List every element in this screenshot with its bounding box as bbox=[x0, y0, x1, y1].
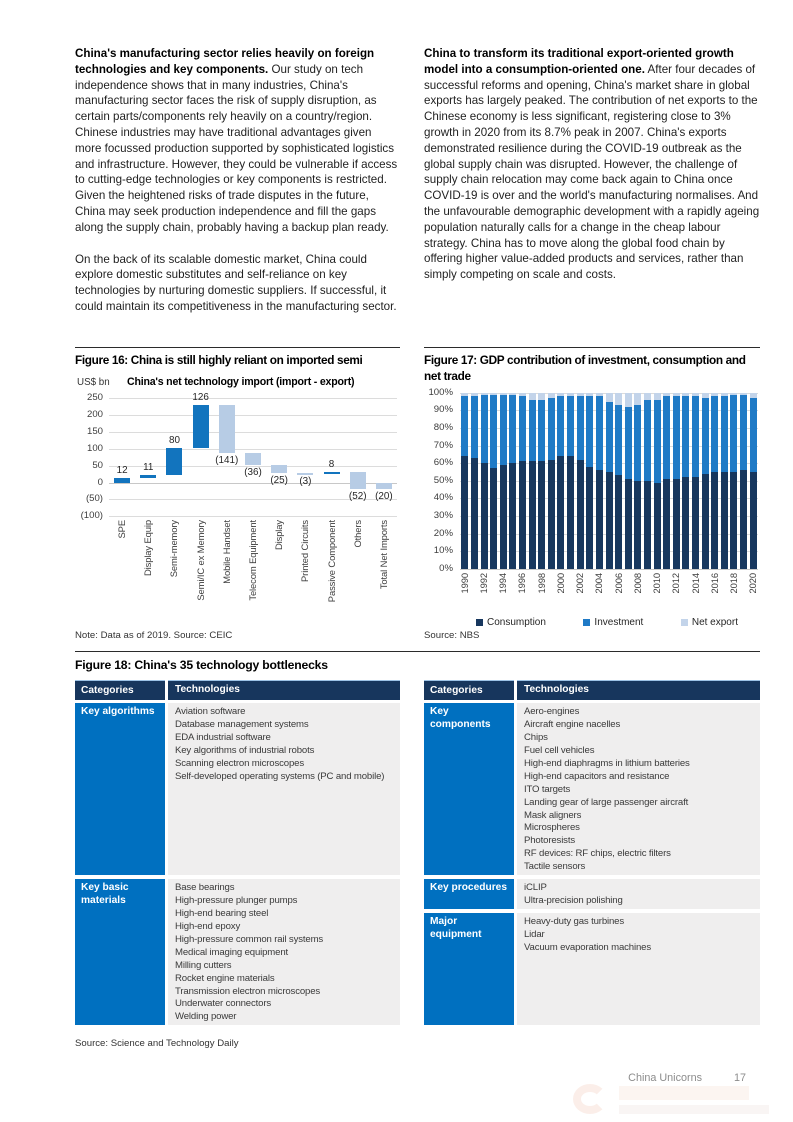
y-axis-unit-label: US$ bn bbox=[77, 377, 110, 389]
technology-item: RF devices: RF chips, electric filters bbox=[524, 848, 671, 860]
stacked-bar-segment bbox=[663, 396, 670, 479]
stacked-bar-segment bbox=[548, 393, 555, 398]
x-axis-tick-label: 2014 bbox=[689, 572, 701, 594]
chart-title: China's net technology import (import - export) bbox=[127, 376, 355, 389]
paragraph-lead: China to transform its traditional export-oriented growth model into a consumption-oriented one. bbox=[424, 47, 734, 76]
technology-item: Ultra-precision polishing bbox=[524, 895, 623, 907]
stacked-bar-segment bbox=[711, 396, 718, 472]
x-axis-tick-label: SPE bbox=[116, 520, 128, 539]
x-axis-label-slot bbox=[552, 573, 570, 611]
gridline bbox=[460, 569, 758, 570]
technologies-cell bbox=[168, 703, 400, 875]
technology-item: Chips bbox=[524, 732, 548, 744]
x-axis-tick-label: 1994 bbox=[497, 572, 509, 594]
figure-16-note: Note: Data as of 2019. Source: CEIC bbox=[75, 629, 233, 641]
gridline bbox=[109, 449, 397, 450]
x-axis-tick-label: Display Equip bbox=[142, 520, 154, 577]
x-axis-label-slot bbox=[648, 573, 666, 611]
stacked-bar-segment bbox=[692, 396, 699, 477]
stacked-bar-segment bbox=[682, 393, 689, 397]
gridline bbox=[109, 516, 397, 517]
x-axis-label-slot bbox=[318, 520, 344, 612]
bar-value-label: (36) bbox=[244, 467, 262, 478]
stacked-bar-segment bbox=[634, 481, 641, 569]
watermark-logo-icon bbox=[573, 1084, 607, 1114]
y-axis-tick-label: 250 bbox=[86, 392, 103, 404]
bar-value-label: 11 bbox=[143, 461, 154, 473]
stacked-bar-segment bbox=[596, 470, 603, 569]
stacked-bar-segment bbox=[740, 395, 747, 471]
technology-item: Scanning electron microscopes bbox=[175, 757, 304, 769]
technology-item: Base bearings bbox=[175, 882, 235, 894]
waterfall-bar bbox=[271, 465, 287, 473]
technology-item: Milling cutters bbox=[175, 959, 232, 971]
stacked-bar-segment bbox=[596, 393, 603, 397]
x-axis-tick-label: 2006 bbox=[612, 572, 624, 594]
technology-item: Heavy-duty gas turbines bbox=[524, 916, 625, 928]
x-axis-tick-label: Telecom Equipment bbox=[246, 520, 258, 601]
technology-item: Key algorithms of industrial robots bbox=[175, 744, 315, 756]
bar-value-label: (141) bbox=[215, 454, 239, 466]
x-axis-tick-label: 1990 bbox=[458, 572, 470, 594]
stacked-bar-segment bbox=[490, 393, 497, 395]
table-section-row bbox=[424, 879, 760, 909]
x-axis-tick-label: 2012 bbox=[670, 572, 682, 594]
stacked-bar-segment bbox=[606, 393, 613, 402]
stacked-bar-segment bbox=[750, 393, 757, 398]
intro-left-column bbox=[75, 46, 400, 315]
stacked-bar-segment bbox=[481, 395, 488, 464]
x-axis-tick-label: Total Net Imports bbox=[377, 520, 389, 590]
technology-item: Lidar bbox=[524, 929, 545, 941]
stacked-bar-segment bbox=[740, 393, 747, 395]
x-axis-tick-label: 2010 bbox=[651, 572, 663, 594]
legend-item bbox=[583, 617, 643, 628]
stacked-bar-segment bbox=[711, 393, 718, 397]
stacked-bar-segment bbox=[577, 396, 584, 459]
stacked-bar-segment bbox=[654, 483, 661, 569]
stacked-bar-segment bbox=[471, 396, 478, 458]
category-cell: Key algorithms bbox=[75, 703, 165, 875]
x-axis-tick-label: 1998 bbox=[535, 572, 547, 594]
paragraph bbox=[75, 46, 400, 236]
legend-swatch bbox=[476, 619, 483, 626]
technology-item: iCLIP bbox=[524, 882, 547, 894]
stacked-bar-segment bbox=[500, 393, 507, 395]
technology-item: Landing gear of large passenger aircraft bbox=[524, 796, 689, 808]
gridline bbox=[109, 432, 397, 433]
legend-item bbox=[476, 617, 546, 628]
x-axis-label-slot bbox=[725, 573, 743, 611]
stacked-bar-segment bbox=[750, 398, 757, 472]
stacked-bar-segment bbox=[519, 461, 526, 568]
column-header-categories: Categories bbox=[75, 680, 165, 700]
watermark-text-block bbox=[619, 1086, 749, 1100]
waterfall-bar bbox=[166, 448, 182, 475]
technology-item: High-end diaphragms in lithium batteries bbox=[524, 757, 690, 769]
technology-item: Fuel cell vehicles bbox=[524, 744, 595, 756]
figure-18-tables bbox=[75, 680, 760, 1029]
gridline bbox=[109, 415, 397, 416]
legend-label: Net export bbox=[691, 616, 738, 628]
divider bbox=[75, 651, 760, 652]
legend-item bbox=[681, 617, 738, 628]
x-axis-tick-label: 1992 bbox=[478, 572, 490, 594]
gridline bbox=[109, 398, 397, 399]
technology-item: Photoresists bbox=[524, 835, 575, 847]
stacked-bar-segment bbox=[461, 456, 468, 569]
technologies-cell bbox=[168, 879, 400, 1025]
stacked-bar-segment bbox=[682, 396, 689, 477]
y-axis-tick-label: 50% bbox=[433, 474, 453, 486]
technology-item: Aero-engines bbox=[524, 706, 580, 718]
x-axis-label-slot bbox=[371, 520, 397, 612]
stacked-bar-segment bbox=[663, 393, 670, 397]
technology-item: EDA industrial software bbox=[175, 732, 271, 744]
stacked-bar-segment bbox=[577, 460, 584, 569]
x-axis-tick-label: 2000 bbox=[554, 572, 566, 594]
y-axis-tick-label: 200 bbox=[86, 409, 103, 421]
technology-item: Medical imaging equipment bbox=[175, 946, 289, 958]
y-axis-tick-label: 10% bbox=[433, 545, 453, 557]
x-axis-label-slot bbox=[292, 520, 318, 612]
stacked-bar-segment bbox=[644, 400, 651, 481]
x-axis-tick-label: 2016 bbox=[708, 572, 720, 594]
stacked-bar-segment bbox=[538, 400, 545, 462]
waterfall-bar bbox=[140, 475, 156, 479]
stacked-bar-segment bbox=[567, 393, 574, 397]
stacked-bar-segment bbox=[721, 393, 728, 397]
technology-item: Database management systems bbox=[175, 719, 309, 731]
stacked-bar-segment bbox=[730, 393, 737, 395]
stacked-bar-segment bbox=[529, 400, 536, 462]
stacked-bar-segment bbox=[615, 405, 622, 475]
x-axis-tick-label: 2018 bbox=[727, 572, 739, 594]
paragraph: On the back of its scalable domestic market, China could explore domestic substitutes and self-reliance on key technologies by nurturing domestic suppliers. If successful, it could maintain its competitiveness in the manufacturing sector. bbox=[75, 252, 397, 313]
x-axis-label-slot bbox=[188, 520, 214, 612]
y-axis-tick-label: (50) bbox=[85, 493, 103, 505]
technology-item: Tactile sensors bbox=[524, 861, 586, 873]
waterfall-bar bbox=[193, 405, 209, 447]
y-axis-tick-label: 80% bbox=[433, 421, 453, 433]
paragraph-body: After four decades of successful reforms and opening, China's market share in global exports has largely peaked. The contribution of net exports to the Chinese economy is less significant, registering close to 3% growth in 2020 from its 8.7% peak in 2007. China's exports demonstrated resilience during the COVID-19 outbreak as the global supply chain was disrupted. However, the challenge of supply chain relocation may come back again to China once COVID-19 is over and the world's manufacturing normalises. And the unfavourable demographic development with a rapidly ageing population naturally calls for a change in the cheap labour strategy. China has to move along the global food chain by offering higher value-added products and services, rather than simply competing on scale and costs. bbox=[424, 62, 760, 282]
watermark bbox=[573, 1082, 783, 1120]
x-axis-label-slot bbox=[610, 573, 628, 611]
stacked-bar-segment bbox=[519, 393, 526, 397]
bar-value-label: (3) bbox=[299, 476, 312, 488]
legend-swatch bbox=[681, 619, 688, 626]
stacked-bar-segment bbox=[615, 393, 622, 405]
technologies-cell bbox=[517, 703, 760, 875]
x-axis-tick-label: 2020 bbox=[747, 572, 759, 594]
x-axis-tick-label: 1996 bbox=[516, 572, 528, 594]
paragraph bbox=[424, 46, 760, 283]
stacked-bar-segment bbox=[634, 393, 641, 405]
technology-item: Rocket engine materials bbox=[175, 972, 275, 984]
stacked-bar-segment bbox=[567, 456, 574, 569]
technology-item: Vacuum evaporation machines bbox=[524, 942, 651, 954]
stacked-bar-segment bbox=[596, 396, 603, 470]
stacked-bar-segment bbox=[673, 396, 680, 479]
x-axis-label-slot bbox=[109, 520, 135, 612]
stacked-bar-segment bbox=[567, 396, 574, 456]
x-axis-label-slot bbox=[591, 573, 609, 611]
figure-17-source: Source: NBS bbox=[424, 629, 480, 641]
bar-value-label: 126 bbox=[192, 392, 209, 404]
x-axis-label-slot bbox=[629, 573, 647, 611]
stacked-bar-segment bbox=[606, 472, 613, 569]
technology-item: High-end epoxy bbox=[175, 920, 241, 932]
table-section-row bbox=[424, 703, 760, 875]
stacked-bar-segment bbox=[606, 402, 613, 472]
stacked-bar-segment bbox=[702, 474, 709, 569]
x-axis-tick-label: 2002 bbox=[574, 572, 586, 594]
stacked-bar-chart bbox=[424, 386, 760, 613]
x-axis-tick-label: Mobile Handset bbox=[220, 520, 232, 584]
y-axis-tick-label: 40% bbox=[433, 492, 453, 504]
stacked-bar-segment bbox=[711, 472, 718, 569]
column-header-categories: Categories bbox=[424, 680, 514, 700]
bar-value-label: (52) bbox=[348, 491, 367, 503]
technology-item: Aircraft engine nacelles bbox=[524, 719, 621, 731]
divider bbox=[75, 347, 400, 348]
figure-16 bbox=[75, 347, 400, 643]
x-axis-tick-label: Display bbox=[273, 520, 285, 551]
x-axis-label-slot bbox=[135, 520, 161, 612]
technology-item: Self-developed operating systems (PC and mobile) bbox=[175, 770, 385, 782]
y-axis-tick-label: 70% bbox=[433, 439, 453, 451]
figure-17-caption: Figure 17: GDP contribution of investment, consumption and net trade bbox=[424, 352, 746, 384]
x-axis-label-slot bbox=[571, 573, 589, 611]
stacked-bar-segment bbox=[490, 395, 497, 469]
paragraph-body: Our study on tech independence shows that in many industries, China's manufacturing sector faces the risk of supply disruption, as certain parts/components rely heavily on a country/region. Chinese industries may have traditional advantages given more focussed production supported by sophisticated logistics and infrastructure. However, they could be vulnerable if access to cutting-edge technologies or key components is restricted. Given the heightened risks of trade disputes in the future, China may seek production independence and fill the gaps along the supply chain, probably having a backup plan ready. bbox=[75, 62, 398, 234]
stacked-bar-segment bbox=[538, 393, 545, 400]
waterfall-bar bbox=[350, 472, 366, 490]
stacked-bar-segment bbox=[548, 460, 555, 569]
y-axis-tick-label: 90% bbox=[433, 404, 453, 416]
y-axis-tick-label: 60% bbox=[433, 457, 453, 469]
technologies-cell bbox=[517, 879, 760, 909]
x-axis-label-slot bbox=[706, 573, 724, 611]
stacked-bar-segment bbox=[461, 393, 468, 397]
table-section-row bbox=[75, 703, 400, 875]
bar-value-label: (20) bbox=[375, 491, 393, 503]
stacked-bar-segment bbox=[654, 400, 661, 483]
x-axis-tick-label: 2004 bbox=[593, 572, 605, 594]
stacked-bar-segment bbox=[654, 393, 661, 400]
intro-section bbox=[75, 46, 760, 315]
bar-value-label: (25) bbox=[270, 475, 288, 487]
page-footer bbox=[628, 1072, 746, 1084]
stacked-bar-segment bbox=[557, 393, 564, 397]
page-number: 17 bbox=[733, 1072, 746, 1084]
stacked-bar-segment bbox=[721, 396, 728, 472]
stacked-bar-segment bbox=[692, 393, 699, 397]
x-axis-label-slot bbox=[161, 520, 187, 612]
x-axis-tick-label: Others bbox=[351, 520, 363, 548]
table-section-row bbox=[424, 913, 760, 1025]
chart-legend bbox=[424, 617, 760, 628]
technology-item: Mask aligners bbox=[524, 809, 582, 821]
technology-item: High-end capacitors and resistance bbox=[524, 770, 670, 782]
y-axis-tick-label: 30% bbox=[433, 509, 453, 521]
stacked-bar-segment bbox=[634, 405, 641, 481]
stacked-bar-segment bbox=[509, 393, 516, 395]
technology-item: Microspheres bbox=[524, 822, 580, 834]
technology-item: ITO targets bbox=[524, 783, 571, 795]
divider bbox=[424, 347, 760, 348]
figure-18-source: Source: Science and Technology Daily bbox=[75, 1038, 239, 1050]
technology-item: Transmission electron microscopes bbox=[175, 985, 321, 997]
stacked-bar-segment bbox=[702, 398, 709, 474]
stacked-bar-segment bbox=[471, 393, 478, 397]
stacked-bar-segment bbox=[500, 395, 507, 465]
stacked-bar-segment bbox=[500, 465, 507, 569]
stacked-bar-segment bbox=[509, 463, 516, 569]
technology-item: Aviation software bbox=[175, 706, 246, 718]
table-section-row bbox=[75, 879, 400, 1025]
waterfall-bar bbox=[245, 453, 261, 465]
intro-right-column bbox=[424, 46, 760, 315]
stacked-bar-segment bbox=[586, 393, 593, 397]
bar-value-label: 12 bbox=[116, 465, 128, 477]
stacked-bar-segment bbox=[721, 472, 728, 569]
x-axis-label-slot bbox=[240, 520, 266, 612]
bottlenecks-table-left bbox=[75, 680, 400, 1029]
figure-18-caption: Figure 18: China's 35 technology bottlenecks bbox=[75, 657, 328, 672]
stacked-bar-segment bbox=[586, 467, 593, 569]
x-axis-tick-label: Semi/IC ex Memory bbox=[194, 520, 206, 601]
waterfall-bar bbox=[297, 473, 313, 475]
column-header-technologies: Technologies bbox=[517, 680, 760, 700]
stacked-bar-segment bbox=[663, 479, 670, 569]
waterfall-bar bbox=[219, 405, 235, 453]
stacked-bar-segment bbox=[577, 393, 584, 397]
stacked-bar-segment bbox=[730, 395, 737, 472]
stacked-bar-segment bbox=[730, 472, 737, 569]
category-cell: Major equipment bbox=[424, 913, 514, 1025]
x-axis-tick-label: Printed Circuits bbox=[299, 520, 311, 583]
y-axis-tick-label: 50 bbox=[92, 459, 103, 471]
stacked-bar-segment bbox=[481, 393, 488, 395]
technology-item: High-pressure plunger pumps bbox=[175, 895, 298, 907]
column-header-technologies: Technologies bbox=[168, 680, 400, 700]
category-cell: Key procedures bbox=[424, 879, 514, 909]
x-axis-label-slot bbox=[744, 573, 762, 611]
x-axis-tick-label: Semi-memory bbox=[168, 520, 180, 578]
stacked-bar-segment bbox=[519, 396, 526, 461]
stacked-bar-segment bbox=[702, 393, 709, 398]
stacked-bar-segment bbox=[490, 468, 497, 568]
waterfall-bar bbox=[114, 478, 130, 482]
table-header-row bbox=[424, 680, 760, 700]
waterfall-bar bbox=[324, 472, 340, 475]
stacked-bar-segment bbox=[644, 481, 651, 569]
y-axis-tick-label: 150 bbox=[86, 425, 103, 437]
stacked-bar-segment bbox=[557, 396, 564, 456]
stacked-bar-segment bbox=[625, 407, 632, 479]
stacked-bar-segment bbox=[557, 456, 564, 569]
y-axis-tick-label: 20% bbox=[433, 527, 453, 539]
x-axis-tick-label: 2008 bbox=[631, 572, 643, 594]
stacked-bar-segment bbox=[644, 393, 651, 400]
bar-value-label: 80 bbox=[168, 434, 180, 446]
y-axis-tick-label: 100% bbox=[428, 386, 453, 398]
figure-16-caption: Figure 16: China is still highly reliant on imported semi bbox=[75, 352, 363, 367]
technologies-cell bbox=[517, 913, 760, 1025]
stacked-bar-segment bbox=[625, 479, 632, 569]
waterfall-bar bbox=[376, 483, 392, 490]
stacked-bar-segment bbox=[481, 463, 488, 569]
y-axis-tick-label: 100 bbox=[86, 442, 103, 454]
x-axis-label-slot bbox=[687, 573, 705, 611]
technology-item: High-end bearing steel bbox=[175, 908, 269, 920]
technology-item: Welding power bbox=[175, 1011, 237, 1023]
x-axis-label-slot bbox=[475, 573, 493, 611]
technology-item: High-pressure common rail systems bbox=[175, 933, 324, 945]
x-axis-label-slot bbox=[266, 520, 292, 612]
x-axis-tick-label: Passive Component bbox=[325, 520, 337, 603]
stacked-bar-segment bbox=[740, 470, 747, 569]
stacked-bar-segment bbox=[529, 393, 536, 400]
bottlenecks-table-right bbox=[424, 680, 760, 1029]
category-cell: Key components bbox=[424, 703, 514, 875]
x-axis-label-slot bbox=[533, 573, 551, 611]
legend-label: Consumption bbox=[487, 616, 546, 628]
technology-item: Underwater connectors bbox=[175, 998, 272, 1010]
legend-label: Investment bbox=[594, 616, 644, 628]
stacked-bar-segment bbox=[548, 398, 555, 460]
stacked-bar-segment bbox=[750, 472, 757, 569]
x-axis-label-slot bbox=[667, 573, 685, 611]
stacked-bar-segment bbox=[673, 393, 680, 397]
stacked-bar-segment bbox=[586, 396, 593, 466]
watermark-text-block bbox=[619, 1105, 769, 1114]
figure-17 bbox=[424, 347, 760, 643]
figure-16-chart-header bbox=[75, 376, 400, 391]
stacked-bar-segment bbox=[673, 479, 680, 569]
x-axis-label-slot bbox=[345, 520, 371, 612]
x-axis-label-slot bbox=[514, 573, 532, 611]
paragraph-lead: China's manufacturing sector relies heavily on foreign technologies and key components. bbox=[75, 47, 375, 76]
stacked-bar-segment bbox=[529, 461, 536, 568]
stacked-bar-segment bbox=[461, 396, 468, 456]
stacked-bar-segment bbox=[682, 477, 689, 569]
table-header-row bbox=[75, 680, 400, 700]
stacked-bar-segment bbox=[471, 458, 478, 569]
x-axis-label-slot bbox=[214, 520, 240, 612]
category-cell: Key basic materials bbox=[75, 879, 165, 1025]
stacked-bar-segment bbox=[625, 393, 632, 407]
y-axis-tick-label: (100) bbox=[80, 510, 103, 522]
x-axis-label-slot bbox=[494, 573, 512, 611]
stacked-bar-segment bbox=[692, 477, 699, 569]
bar-value-label: 8 bbox=[328, 458, 335, 470]
footer-brand: China Unicorns bbox=[628, 1072, 702, 1084]
stacked-bar-segment bbox=[509, 395, 516, 464]
legend-swatch bbox=[583, 619, 590, 626]
y-axis-tick-label: 0% bbox=[439, 562, 453, 574]
x-axis-label-slot bbox=[456, 573, 474, 611]
stacked-bar-segment bbox=[538, 461, 545, 568]
y-axis-tick-label: 0 bbox=[97, 476, 103, 488]
stacked-bar-segment bbox=[615, 475, 622, 568]
waterfall-chart bbox=[75, 392, 400, 612]
figures-row bbox=[75, 347, 760, 643]
